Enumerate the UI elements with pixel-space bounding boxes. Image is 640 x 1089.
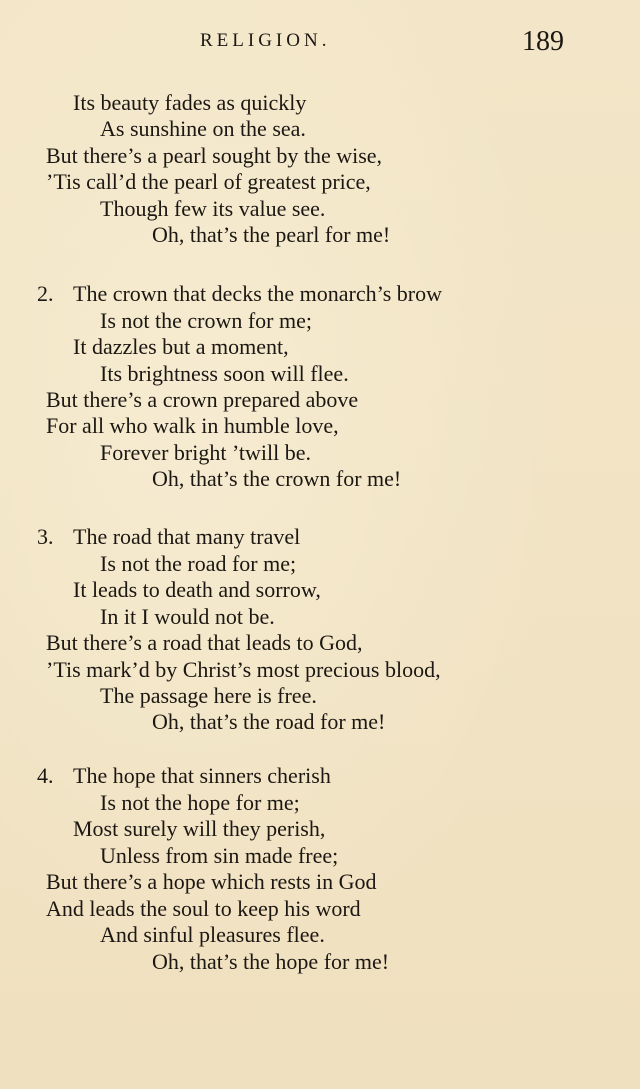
verse-line: The crown that decks the monarch’s brow xyxy=(73,281,442,306)
stanza-number: 4. xyxy=(37,763,54,788)
verse-line: It dazzles but a moment, xyxy=(73,334,289,359)
verse-line: Oh, that’s the hope for me! xyxy=(152,949,390,974)
running-head: RELIGION. xyxy=(200,30,331,51)
verse-line: ’Tis mark’d by Christ’s most precious blood, xyxy=(46,657,441,682)
verse-line: Most surely will they perish, xyxy=(73,816,326,841)
verse-line: And sinful pleasures flee. xyxy=(100,922,325,947)
verse-line: Its brightness soon will flee. xyxy=(100,361,349,386)
verse-line: In it I would not be. xyxy=(100,604,275,629)
verse-line: As sunshine on the sea. xyxy=(100,116,306,141)
verse-line: But there’s a crown prepared above xyxy=(46,387,359,412)
verse-line: Oh, that’s the road for me! xyxy=(152,709,386,734)
verse-line: Oh, that’s the pearl for me! xyxy=(152,222,391,247)
verse-line: The hope that sinners cherish xyxy=(73,763,331,788)
verse-line: And leads the soul to keep his word xyxy=(46,896,361,921)
verse-line: Forever bright ’twill be. xyxy=(100,440,311,465)
verse-line: Is not the crown for me; xyxy=(100,308,312,333)
page-number: 189 xyxy=(522,26,564,57)
verse-line: Though few its value see. xyxy=(100,196,326,221)
verse-line: But there’s a pearl sought by the wise, xyxy=(46,143,383,168)
verse-line: For all who walk in humble love, xyxy=(46,413,339,438)
verse-line: The road that many travel xyxy=(73,524,301,549)
verse-line: It leads to death and sorrow, xyxy=(73,577,321,602)
verse-line: But there’s a road that leads to God, xyxy=(46,630,363,655)
verse-line: ’Tis call’d the pearl of greatest price, xyxy=(46,169,371,194)
verse-line: Its beauty fades as quickly xyxy=(73,90,307,115)
verse-line: Is not the hope for me; xyxy=(100,790,300,815)
verse-line: The passage here is free. xyxy=(100,683,317,708)
verse-line: Oh, that’s the crown for me! xyxy=(152,466,402,491)
stanza-number: 3. xyxy=(37,524,54,549)
verse-line: But there’s a hope which rests in God xyxy=(46,869,377,894)
stanza-number: 2. xyxy=(37,281,54,306)
verse-line: Is not the road for me; xyxy=(100,551,297,576)
verse-line: Unless from sin made free; xyxy=(100,843,339,868)
